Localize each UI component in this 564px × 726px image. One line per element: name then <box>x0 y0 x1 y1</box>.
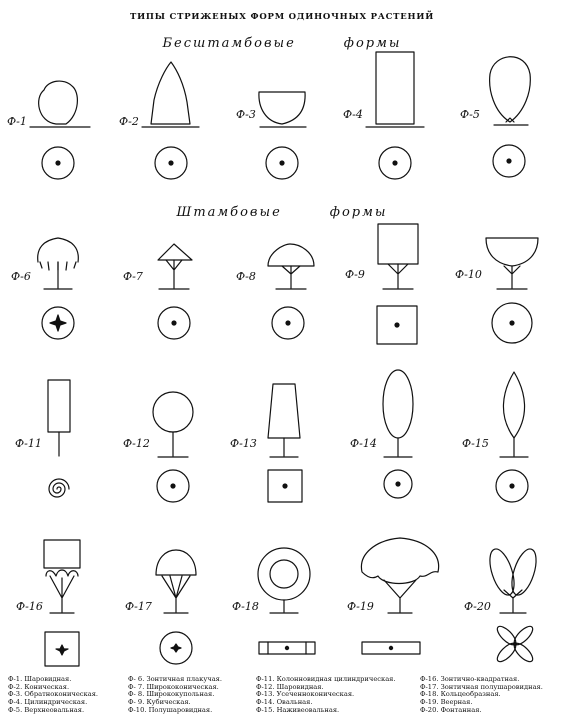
figure-label: Ф-17 <box>125 600 152 613</box>
legend-item: Ф-10. Полушаровидная. <box>128 705 213 714</box>
figure-f10-half-ball <box>486 238 538 343</box>
figure-f18-ring <box>258 548 315 654</box>
figure-label: Ф-14 <box>350 437 377 450</box>
figure-f14-oval <box>383 370 413 498</box>
legend-column <box>420 676 543 714</box>
figure-f19-fan <box>361 538 438 654</box>
figure-label: Ф-19 <box>347 600 374 613</box>
figure-f13-truncated-cone <box>268 384 302 502</box>
legend-item: Ф-2. Коническая. <box>8 682 70 691</box>
figure-f1-round-shrub <box>30 81 90 179</box>
figure-f4-cylinder-shrub <box>366 52 424 179</box>
legend-item: Ф- 9. Кубическая. <box>128 698 191 707</box>
legend-item: Ф-14. Овальная. <box>256 698 313 707</box>
figure-label: Ф-12 <box>123 437 150 450</box>
figure-f16-umbrella-square <box>44 540 80 666</box>
figure-label: Ф-4 <box>343 108 363 121</box>
figure-f20-fountain <box>485 546 541 664</box>
legend-item: Ф-4. Цилиндрическая. <box>8 698 88 707</box>
figure-f17-umbrella-half-ball <box>156 550 196 664</box>
legend-item: Ф-13. Усеченноконическая. <box>256 690 355 699</box>
section-word: формы <box>343 36 402 51</box>
figure-f6-umbrella-weeping <box>38 238 79 339</box>
figure-label: Ф-2 <box>119 115 139 128</box>
legend-item: Ф-12. Шаровидная. <box>256 682 324 691</box>
legend-item: Ф-16. Зонтично-квадратная. <box>420 675 520 683</box>
figure-f12-ball <box>153 392 193 502</box>
figure-f2-cone-shrub <box>142 62 199 179</box>
figure-f5-upper-oval-shrub <box>490 57 531 177</box>
page-title: ТИПЫ СТРИЖЕНЫХ ФОРМ ОДИНОЧНЫХ РАСТЕНИЙ <box>129 12 435 22</box>
section-word: Штамбовые <box>176 205 282 220</box>
legend-item: Ф-20. Фонтанная. <box>420 705 482 714</box>
legend-column <box>256 676 396 714</box>
legend-item: Ф-1. Шаровидная. <box>8 675 72 683</box>
legend-item: Ф-15. Наживеовальная. <box>256 705 340 714</box>
figure-label: Ф-9 <box>345 268 365 281</box>
figure-label: Ф-3 <box>236 108 256 121</box>
figure-label: Ф-7 <box>123 270 143 283</box>
figure-label: Ф-8 <box>236 270 256 283</box>
legend-item: Ф- 7. Ширококоническая. <box>128 682 219 691</box>
figure-f11-column-cylinder <box>48 380 70 497</box>
legend-column <box>128 676 222 714</box>
figure-f9-cubic <box>377 224 418 344</box>
legend-item: Ф- 6. Зонтичная плакучая. <box>128 675 223 683</box>
legend-item: Ф-5. Верхнеовальная. <box>8 705 85 714</box>
figure-label: Ф-5 <box>460 108 480 121</box>
figure-label: Ф-11 <box>15 437 42 450</box>
figure-f8-broad-dome <box>268 244 314 339</box>
section-word: формы <box>329 205 388 220</box>
figure-f15-needle-oval <box>496 372 528 502</box>
legend-item: Ф-3. Обратноконическая. <box>8 690 99 699</box>
figure-label: Ф-16 <box>16 600 43 613</box>
legend-item: Ф-17. Зонтичная полушаровидная. <box>420 682 543 691</box>
figure-f7-broad-cone <box>158 244 192 339</box>
figure-label: Ф-1 <box>7 115 27 128</box>
section-word: Бесштамбовые <box>162 36 296 51</box>
legend-item: Ф-18. Кольцеобразная. <box>420 690 501 699</box>
figure-label: Ф-15 <box>462 437 489 450</box>
figure-label: Ф-13 <box>230 437 257 450</box>
legend-item: Ф-11. Колонновидная цилиндрическая. <box>256 675 396 683</box>
figure-label: Ф-18 <box>232 600 259 613</box>
figure-f3-inverted-cone-shrub <box>259 92 306 179</box>
legend-column <box>8 676 98 714</box>
legend-item: Ф-19. Веерная. <box>420 698 473 707</box>
legend-item: Ф- 8. Ширококупольная. <box>128 690 215 699</box>
figure-label: Ф-20 <box>464 600 491 613</box>
figure-label: Ф-10 <box>455 268 482 281</box>
figure-label: Ф-6 <box>11 270 31 283</box>
